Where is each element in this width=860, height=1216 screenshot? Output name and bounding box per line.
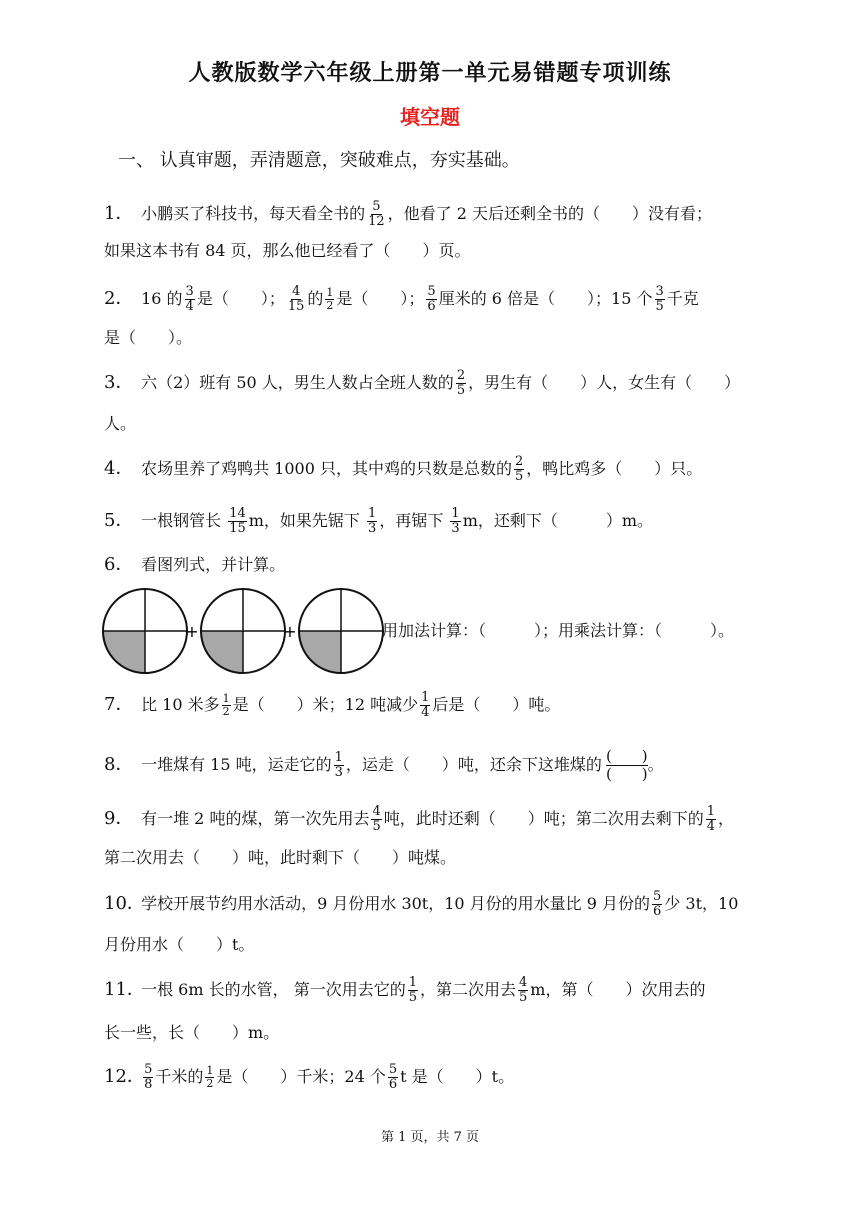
question-3-cont: 人。 — [104, 414, 137, 433]
question-number: 1． — [104, 203, 134, 224]
fraction: $\frac{1}{3}$ — [334, 750, 343, 780]
question-9-cont: 第二次用去（ ）吨，此时剩下（ ）吨煤。 — [104, 848, 457, 867]
fraction: $\frac{2}{5}$ — [515, 454, 524, 484]
fraction: $\frac{4}{15}$ — [287, 284, 305, 314]
question-11: 11． 一根 6m 长的水管， 第一次用去它的 $\frac{1}{5}$ ，第二次用去 $\frac{4}{5}$ m，第（ ）次用去的 — [104, 975, 706, 1005]
question-2: 2． 16 的 $\frac{3}{4}$ 是（ ）； $\frac{4}{15}$ 的 $\frac{1}{2}$ 是（ ）； $\frac{5}{6}$ 厘米的 6 倍是（ ）；15 个 $\frac{3}{5}$ 千克 — [104, 284, 699, 314]
question-12: 12． $\frac{5}{8}$ 千米的 $\frac{1}{2}$ 是（ ）千米；24 个 $\frac{5}{6}$ t 是（ ）t。 — [104, 1062, 515, 1092]
quarter-circle-2 — [201, 589, 285, 673]
question-9: 9． 有一堆 2 吨的煤，第一次先用去 $\frac{4}{5}$ 吨，此时还剩（ ）吨；第二次用去剩下的 $\frac{1}{4}$ ， — [104, 804, 735, 834]
question-number: 8． — [104, 754, 134, 775]
fraction: $\frac{5}{6}$ — [427, 284, 436, 314]
question-number: 4． — [104, 458, 134, 479]
fraction: $\frac{5}{6}$ — [388, 1062, 398, 1092]
fraction: $\frac{5}{8}$ — [144, 1062, 153, 1092]
question-number: 11． — [104, 979, 145, 1000]
fraction: $\frac{3}{5}$ — [655, 284, 664, 314]
plus-sign-2: + — [283, 622, 297, 641]
quarter-circle-3 — [299, 589, 383, 673]
question-5: 5． 一根钢管长 $\frac{14}{15}$ m，如果先锯下 $\frac{1}{3}$ ，再锯下 $\frac{1}{3}$ m，还剩下（ ）m。 — [104, 506, 654, 536]
question-number: 12． — [104, 1066, 145, 1087]
plus-sign-1: + — [185, 622, 199, 641]
question-6: 6． 看图列式，并计算。 — [104, 554, 286, 575]
question-number: 3． — [104, 372, 134, 393]
fraction: $\frac{1}{3}$ — [368, 506, 377, 536]
question-1 — [104, 200, 712, 229]
fraction: $\frac{14}{15}$ — [229, 506, 246, 536]
fraction: $\frac{1}{4}$ — [706, 804, 716, 834]
question-10: 10． 学校开展节约用水活动，9 月份用水 30t，10 月份的用水量比 9 月份的 $\frac{5}{6}$ 少 3t，10 — [104, 889, 739, 919]
question-4: 4． 农场里养了鸡鸭共 1000 只，其中鸡的只数是总数的 $\frac{2}{5}$ ，鸭比鸡多（ ）只。 — [104, 454, 703, 484]
fraction: $\frac{1}{2}$ — [206, 1064, 214, 1090]
question-number: 10． — [104, 893, 145, 914]
fraction: $\frac{1}{5}$ — [408, 975, 417, 1005]
document-title: 人教版数学六年级上册第一单元易错题专项训练 — [188, 60, 672, 86]
quarter-circle-1 — [103, 589, 187, 673]
question-10-cont: 月份用水（ ）t。 — [104, 935, 255, 954]
question-number: 2． — [104, 288, 134, 309]
question-text: 小鹏买了科技书，每天看全书的 — [141, 204, 366, 223]
question-6-answer: 用加法计算：（ ）；用乘法计算：（ ）。 — [382, 621, 735, 640]
question-text: ，他看了 2 天后还剩全书的（ ）没有看； — [387, 204, 713, 223]
fraction: $\frac{4}{5}$ — [519, 975, 528, 1005]
fraction: $\frac{1}{2}$ — [326, 286, 334, 312]
fraction: $\frac{5}{12}$ — [368, 199, 385, 229]
fraction: $\frac{5}{6}$ — [653, 889, 662, 919]
section-heading: 填空题 — [400, 105, 460, 129]
fraction: $\frac{4}{5}$ — [372, 804, 381, 834]
question-2-cont: 是（ ）。 — [104, 328, 193, 347]
fraction: $\frac{1}{4}$ — [421, 690, 430, 720]
question-11-cont: 长一些，长（ ）m。 — [104, 1023, 280, 1042]
question-8: 8． 一堆煤有 15 吨，运走它的 $\frac{1}{3}$ ，运走（ ）吨，还余下这堆煤的 $\frac{( )}{( )}$ 。 — [104, 747, 664, 783]
question-3: 3． 六（2）班有 50 人，男生人数占全班人数的 $\frac{2}{5}$ ，男生有（ ）人，女生有（ ） — [104, 368, 741, 398]
question-number: 6． — [104, 554, 134, 575]
fraction: $\frac{3}{4}$ — [185, 284, 194, 314]
fraction: $\frac{1}{2}$ — [222, 692, 230, 718]
question-1-cont: 如果这本书有 84 页，那么他已经看了（ ）页。 — [104, 241, 471, 260]
page-footer: 第 1 页，共 7 页 — [380, 1130, 480, 1145]
fraction-circles-figure — [100, 586, 390, 676]
blank-fraction: $\frac{( )}{( )}$ — [605, 747, 648, 783]
fraction: $\frac{2}{5}$ — [456, 368, 466, 398]
question-7: 7． 比 10 米多 $\frac{1}{2}$ 是（ ）米；12 吨减少 $\frac{1}{4}$ 后是（ ）吨。 — [104, 690, 561, 720]
question-number: 9． — [104, 808, 134, 829]
question-number: 7． — [104, 694, 134, 715]
question-number: 5． — [104, 510, 134, 531]
instruction: 一、 认真审题，弄清题意，突破难点，夯实基础。 — [118, 150, 520, 171]
fraction: $\frac{1}{3}$ — [451, 506, 460, 536]
